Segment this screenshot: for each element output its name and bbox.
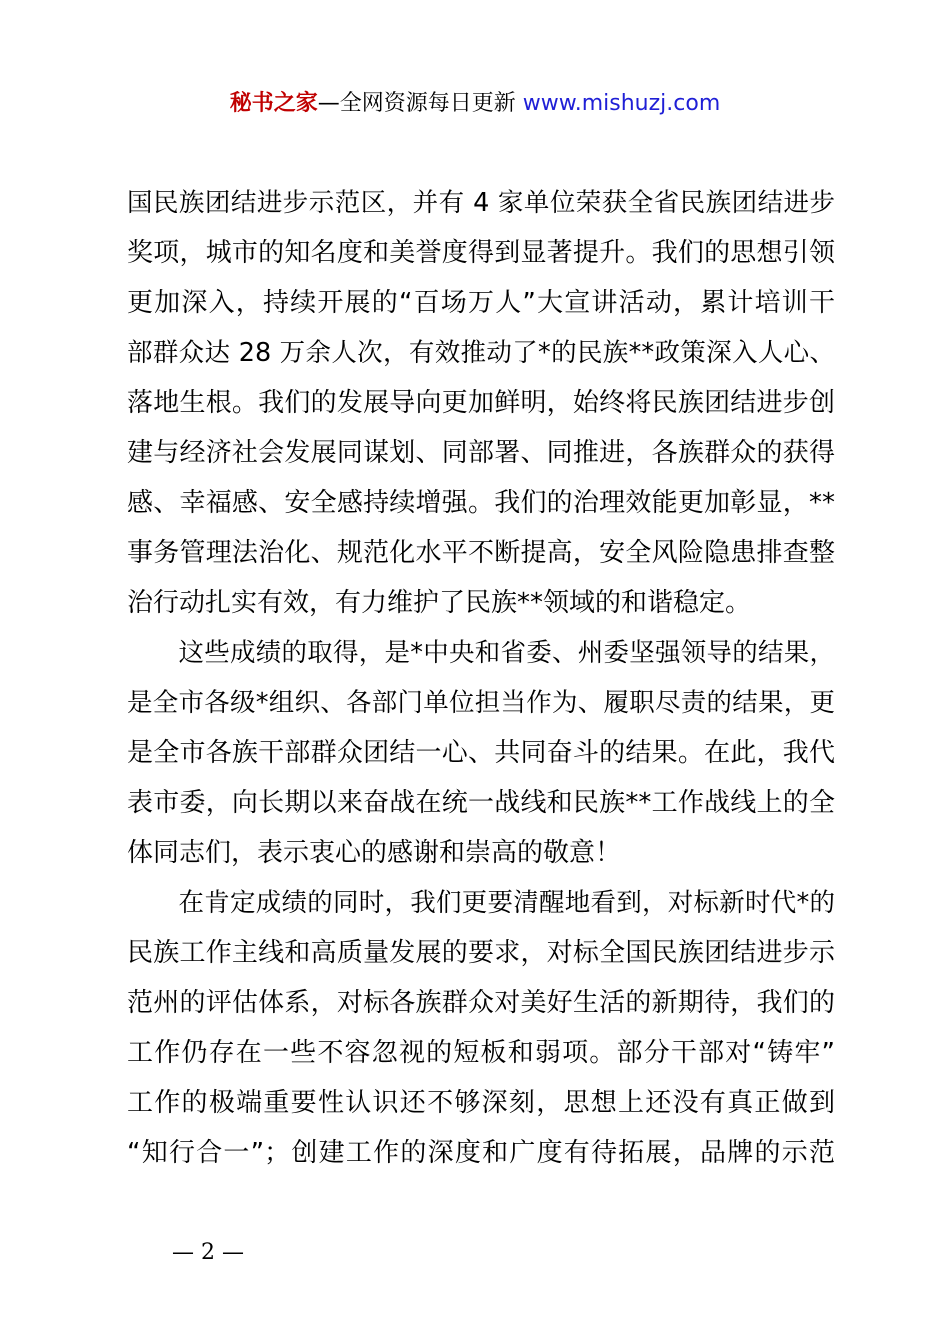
text-line: 奖项，城市的知名度和美誉度得到显著提升。我们的思想引领 xyxy=(127,238,835,268)
text-line: 工作的极端重要性认识还不够深刻，思想上还没有真正做到 xyxy=(127,1088,835,1118)
text-line: 民族工作主线和高质量发展的要求，对标全国民族团结进步示 xyxy=(127,938,835,968)
text-line: 表市委，向长期以来奋战在统一战线和民族**工作战线上的全 xyxy=(127,788,835,818)
text-line: 国民族团结进步示范区，并有 4 家单位荣获全省民族团结进步 xyxy=(127,188,835,218)
document-body xyxy=(127,178,835,1178)
text-line: 建与经济社会发展同谋划、同部署、同推进，各族群众的获得 xyxy=(127,438,835,468)
text-line: 治行动扎实有效，有力维护了民族**领域的和谐稳定。 xyxy=(127,588,752,618)
site-banner xyxy=(0,88,950,120)
banner-tagline: —全网资源每日更新 xyxy=(317,91,523,116)
paragraph-1 xyxy=(127,178,835,628)
text-line: “知行合一”；创建工作的深度和广度有待拓展，品牌的示范 xyxy=(127,1138,835,1168)
text-line: 范州的评估体系，对标各族群众对美好生活的新期待，我们的 xyxy=(127,988,835,1018)
text-line: 是全市各族干部群众团结一心、共同奋斗的结果。在此，我代 xyxy=(127,738,835,768)
text-line: 事务管理法治化、规范化水平不断提高，安全风险隐患排查整 xyxy=(127,538,835,568)
text-line: 更加深入，持续开展的“百场万人”大宣讲活动，累计培训干 xyxy=(127,288,835,318)
paragraph-3 xyxy=(127,878,835,1178)
paragraph-2 xyxy=(127,628,835,878)
text-line: 在肯定成绩的同时，我们更要清醒地看到，对标新时代*的 xyxy=(127,888,835,918)
text-line: 感、幸福感、安全感持续增强。我们的治理效能更加彰显，** xyxy=(127,488,835,518)
text-line: 体同志们，表示衷心的感谢和崇高的敬意！ xyxy=(127,838,622,868)
text-line: 工作仍存在一些不容忽视的短板和弱项。部分干部对“铸牢” xyxy=(127,1038,835,1068)
text-line: 落地生根。我们的发展导向更加鲜明，始终将民族团结进步创 xyxy=(127,388,835,418)
website-link[interactable]: www.mishuzj.com xyxy=(522,91,721,116)
page-number: — 2 — xyxy=(172,1240,244,1265)
text-line: 部群众达 28 万余人次，有效推动了*的民族**政策深入人心、 xyxy=(127,338,835,368)
text-line: 这些成绩的取得，是*中央和省委、州委坚强领导的结果， xyxy=(127,638,835,668)
text-line: 是全市各级*组织、各部门单位担当作为、履职尽责的结果，更 xyxy=(127,688,835,718)
brand-name: 秘书之家 xyxy=(229,91,318,116)
